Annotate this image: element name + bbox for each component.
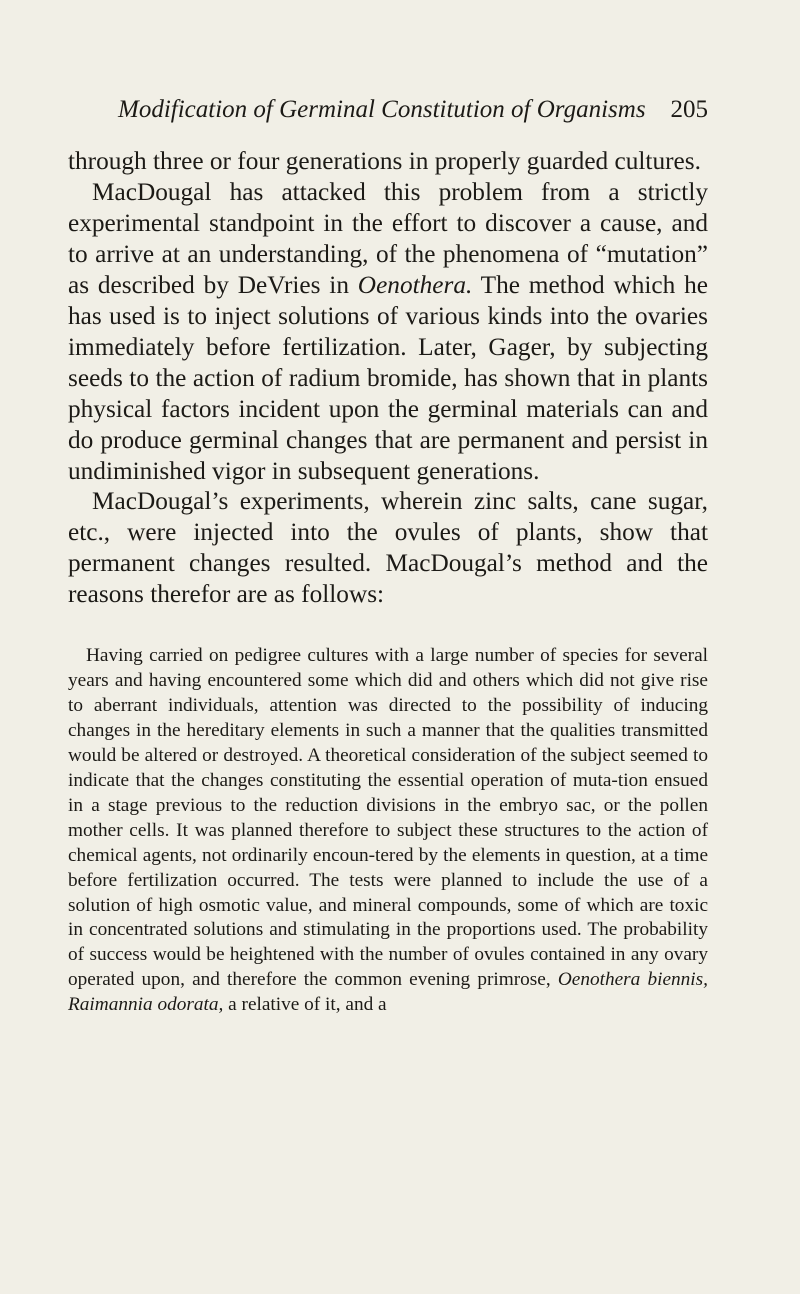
quotation-text: a relative of it, and a — [223, 994, 387, 1016]
paragraph-text: MacDougal has attacked this problem from a strictly experimental standpoint in the effort to discover a cause, and to arrive at an understanding, of the phenomena of “mutation” as described by DeVries in — [68, 177, 708, 299]
running-head — [118, 93, 708, 127]
paragraph-text: The method which he has used is to inject solutions of various kinds into the ovaries immediately before fertilization. Later, Gager, by subjecting seeds to the action of radium bromide, has shown that in plants physical factors incident upon the germinal materials can and do produce germinal changes that are permanent and persist in undiminished vigor in subsequent generations. — [68, 270, 708, 485]
main-text — [68, 146, 708, 610]
block-quotation — [68, 644, 708, 1018]
paragraph-continued: through three or four generations in properly guarded cultures. — [68, 147, 701, 175]
italic-genus: Oenothera. — [357, 270, 473, 299]
page-number: 205 — [670, 96, 708, 123]
paragraph-macdougal-standpoint — [68, 177, 708, 487]
paragraph-macdougal-experiments: MacDougal’s experiments, wherein zinc salts, cane sugar, etc., were injected into the ovules of plants, show that permanent changes resulted. MacDougal’s method and the reasons therefor are as follows: — [68, 487, 708, 609]
quotation-paragraph — [68, 644, 708, 1018]
italic-species: Oenothera biennis, Raimannia odorata, — [68, 969, 708, 1016]
quotation-text: Having carried on pedigree cultures with a large number of species for several years and having encountered some which did and others which did not give rise to aberrant individuals, attention was directed to the possibility of inducing changes in the hereditary elements in such a manner that the qualities transmitted would be altered or destroyed. A theoretical consideration of the subject seemed to indicate that the changes constituting the essential operation of muta-tion ensued in a stage previous to the reduction divisions in the embryo sac, or the pollen mother cells. It was planned therefore to subject these structures to the action of chemical agents, not ordinarily encoun-tered by the elements in question, at a time before fertilization occurred. The tests were planned to include the use of a solution of high osmotic value, and mineral compounds, some of which are toxic in concentrated solutions and stimulating in the proportions used. The probability of success would be heightened with the number of ovules contained in any ovary operated upon, and therefore the common evening primrose, — [68, 645, 708, 991]
running-title: Modification of Germinal Constitution of Organisms — [118, 96, 646, 123]
